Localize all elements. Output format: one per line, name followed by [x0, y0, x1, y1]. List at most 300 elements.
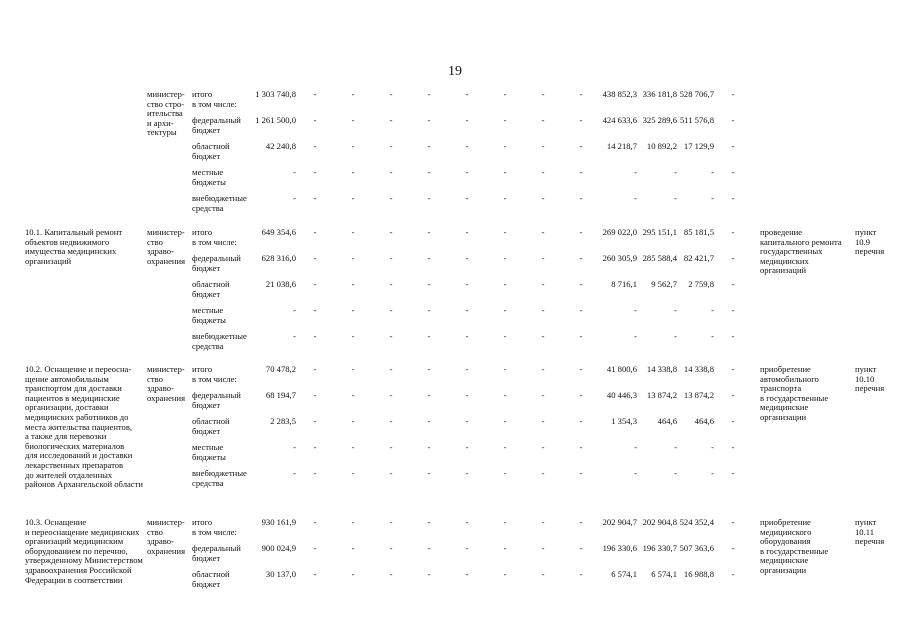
- funding-source-line: бюджет: [192, 425, 221, 436]
- empty-cell: -: [541, 279, 545, 289]
- empty-cell: -: [389, 543, 393, 553]
- total-amount: -: [293, 442, 296, 452]
- empty-cell: -: [427, 331, 431, 341]
- amount-year-3: 13 874,2: [683, 390, 714, 400]
- empty-cell: -: [541, 543, 545, 553]
- amount-year-1: 8 716,1: [611, 279, 637, 289]
- amount-year-3: 524 352,4: [679, 517, 714, 527]
- empty-cell: -: [731, 517, 735, 527]
- funding-source-line: областной: [192, 279, 230, 289]
- empty-cell: -: [465, 569, 469, 579]
- empty-cell: -: [427, 543, 431, 553]
- total-amount: 2 283,5: [270, 416, 296, 426]
- executor-line: министер-: [147, 517, 185, 527]
- empty-cell: -: [351, 305, 355, 315]
- empty-cell: -: [579, 416, 583, 426]
- amount-year-2: -: [674, 167, 677, 177]
- result-line: в государственные: [760, 392, 829, 403]
- funding-source-line: внебюджетные: [192, 468, 247, 478]
- amount-year-2: 464,6: [657, 416, 677, 426]
- empty-cell: -: [427, 364, 431, 374]
- funding-source-line: бюджет: [192, 552, 221, 563]
- measure-name-line: до жителей отдаленных: [25, 469, 113, 480]
- empty-cell: -: [503, 416, 507, 426]
- empty-cell: -: [731, 364, 735, 374]
- empty-cell: -: [351, 517, 355, 527]
- total-amount: 649 354,6: [261, 227, 296, 237]
- result-line: оборудования: [760, 536, 811, 547]
- measure-name-line: 10.3. Оснащение: [25, 517, 87, 527]
- empty-cell: -: [541, 253, 545, 263]
- empty-cell: -: [579, 543, 583, 553]
- executor-line: здраво-: [147, 383, 174, 394]
- empty-cell: -: [503, 305, 507, 315]
- empty-cell: -: [465, 89, 469, 99]
- empty-cell: -: [541, 517, 545, 527]
- empty-cell: -: [731, 279, 735, 289]
- empty-cell: -: [427, 253, 431, 263]
- empty-cell: -: [465, 468, 469, 478]
- empty-cell: -: [351, 331, 355, 341]
- measure-name-line: а также для перевозки: [25, 431, 107, 442]
- empty-cell: -: [465, 416, 469, 426]
- amount-year-2: 196 330,7: [642, 543, 677, 553]
- executor-line: здраво-: [147, 536, 174, 547]
- empty-cell: -: [389, 364, 393, 374]
- empty-cell: -: [313, 468, 317, 478]
- measure-name-line: районов Архангельской области: [25, 479, 143, 490]
- empty-cell: -: [579, 468, 583, 478]
- funding-source-line: бюджет: [192, 288, 221, 299]
- empty-cell: -: [389, 305, 393, 315]
- measure-name-line: оборудованием по перечню,: [25, 545, 128, 556]
- item-line: перечня: [855, 383, 885, 394]
- amount-year-2: 325 289,6: [642, 115, 677, 125]
- empty-cell: -: [541, 89, 545, 99]
- total-amount: 900 024,9: [261, 543, 296, 553]
- empty-cell: -: [731, 115, 735, 125]
- measure-name-line: щение автомобильным: [25, 373, 109, 384]
- funding-source-line: бюджеты: [192, 314, 226, 325]
- empty-cell: -: [579, 364, 583, 374]
- empty-cell: -: [541, 167, 545, 177]
- funding-source-line: областной: [192, 141, 230, 151]
- empty-cell: -: [541, 305, 545, 315]
- result-line: организации: [760, 565, 807, 575]
- empty-cell: -: [503, 390, 507, 400]
- funding-source-line: бюджет: [192, 578, 221, 589]
- amount-year-2: 336 181,8: [642, 89, 677, 99]
- empty-cell: -: [313, 442, 317, 452]
- measure-name-line: имущества медицинских: [25, 246, 117, 257]
- empty-cell: -: [389, 253, 393, 263]
- empty-cell: -: [351, 442, 355, 452]
- measure-name-line: 10.1. Капитальный ремонт: [25, 227, 123, 237]
- empty-cell: -: [389, 227, 393, 237]
- empty-cell: -: [427, 305, 431, 315]
- empty-cell: -: [465, 364, 469, 374]
- funding-source-line: в том числе:: [192, 236, 237, 247]
- funding-source-line: средства: [192, 202, 224, 213]
- empty-cell: -: [351, 569, 355, 579]
- empty-cell: -: [351, 227, 355, 237]
- funding-source-line: средства: [192, 477, 224, 488]
- amount-year-3: 511 576,8: [679, 115, 714, 125]
- amount-year-3: 464,6: [694, 416, 714, 426]
- empty-cell: -: [579, 569, 583, 579]
- empty-cell: -: [731, 305, 735, 315]
- item-line: пункт: [855, 227, 877, 237]
- funding-source-line: федеральный: [192, 390, 241, 400]
- result-line: организаций: [760, 265, 807, 276]
- executor-line: ство: [147, 236, 163, 247]
- measure-name-line: для исследований и доставки: [25, 450, 133, 461]
- result-line: организации: [760, 412, 807, 422]
- empty-cell: -: [313, 253, 317, 263]
- executor-line: охранения: [147, 392, 186, 403]
- funding-source-line: федеральный: [192, 253, 241, 263]
- amount-year-2: 9 562,7: [651, 279, 677, 289]
- amount-year-1: 41 800,6: [606, 364, 637, 374]
- amount-year-2: 202 904,8: [642, 517, 677, 527]
- empty-cell: -: [313, 364, 317, 374]
- executor-line: здраво-: [147, 246, 174, 257]
- result-line: в государственные: [760, 545, 829, 556]
- measure-name-line: 10.2. Оснащение и переосна-: [25, 364, 132, 374]
- measure-name-line: организаций: [25, 255, 72, 266]
- empty-cell: -: [503, 115, 507, 125]
- amount-year-2: 295 151,1: [642, 227, 677, 237]
- empty-cell: -: [541, 193, 545, 203]
- empty-cell: -: [465, 167, 469, 177]
- item-line: перечня: [855, 246, 885, 257]
- empty-cell: -: [427, 442, 431, 452]
- measure-name-line: места жительства пациентов,: [25, 421, 133, 432]
- empty-cell: -: [503, 331, 507, 341]
- result-line: капитального ремонта: [760, 236, 842, 247]
- empty-cell: -: [579, 141, 583, 151]
- measure-name-line: организаций медицинским: [25, 536, 124, 547]
- amount-year-2: 10 892,2: [646, 141, 677, 151]
- empty-cell: -: [465, 115, 469, 125]
- empty-cell: -: [389, 331, 393, 341]
- empty-cell: -: [731, 253, 735, 263]
- empty-cell: -: [579, 193, 583, 203]
- empty-cell: -: [465, 253, 469, 263]
- empty-cell: -: [731, 442, 735, 452]
- funding-source-line: бюджеты: [192, 451, 226, 462]
- measure-name-line: транспортом для доставки: [25, 383, 122, 394]
- empty-cell: -: [313, 390, 317, 400]
- amount-year-3: 14 338,8: [683, 364, 714, 374]
- item-line: пункт: [855, 364, 877, 374]
- empty-cell: -: [351, 167, 355, 177]
- funding-source-line: в том числе:: [192, 526, 237, 537]
- measure-name-line: здравоохранения Российской: [25, 565, 132, 575]
- empty-cell: -: [503, 167, 507, 177]
- executor-line: тектуры: [147, 127, 177, 138]
- amount-year-1: -: [634, 193, 637, 203]
- funding-source-line: итого: [192, 517, 213, 527]
- result-line: медицинского: [760, 526, 812, 537]
- executor-line: ство: [147, 373, 163, 384]
- empty-cell: -: [427, 167, 431, 177]
- empty-cell: -: [579, 167, 583, 177]
- empty-cell: -: [427, 569, 431, 579]
- total-amount: 1 303 740,8: [255, 89, 296, 99]
- empty-cell: -: [313, 279, 317, 289]
- empty-cell: -: [731, 468, 735, 478]
- total-amount: -: [293, 331, 296, 341]
- amount-year-1: 14 218,7: [606, 141, 637, 151]
- amount-year-2: 13 874,2: [646, 390, 677, 400]
- empty-cell: -: [351, 89, 355, 99]
- empty-cell: -: [351, 279, 355, 289]
- empty-cell: -: [313, 227, 317, 237]
- amount-year-1: 40 446,3: [606, 390, 637, 400]
- amount-year-2: 285 588,4: [642, 253, 677, 263]
- measure-name-line: и переоснащение медицинских: [25, 526, 140, 537]
- measure-name-line: биологических материалов: [25, 440, 125, 451]
- empty-cell: -: [313, 193, 317, 203]
- empty-cell: -: [731, 569, 735, 579]
- amount-year-3: 17 129,9: [683, 141, 714, 151]
- amount-year-1: -: [634, 442, 637, 452]
- total-amount: 42 240,8: [265, 141, 296, 151]
- executor-line: охранения: [147, 255, 186, 266]
- total-amount: -: [293, 468, 296, 478]
- item-line: 10.11: [855, 526, 875, 537]
- empty-cell: -: [351, 253, 355, 263]
- amount-year-1: 269 022,0: [602, 227, 637, 237]
- empty-cell: -: [579, 89, 583, 99]
- funding-source-line: бюджет: [192, 150, 221, 161]
- funding-source-line: федеральный: [192, 543, 241, 553]
- empty-cell: -: [503, 89, 507, 99]
- empty-cell: -: [503, 253, 507, 263]
- funding-source-line: федеральный: [192, 115, 241, 125]
- page-number: 19: [448, 64, 462, 79]
- empty-cell: -: [541, 364, 545, 374]
- funding-source-line: областной: [192, 569, 230, 579]
- empty-cell: -: [541, 468, 545, 478]
- total-amount: 1 261 500,0: [255, 115, 296, 125]
- amount-year-3: 82 421,7: [683, 253, 714, 263]
- empty-cell: -: [503, 569, 507, 579]
- empty-cell: -: [465, 543, 469, 553]
- funding-source-line: местные: [192, 442, 224, 452]
- empty-cell: -: [731, 543, 735, 553]
- result-line: приобретение: [760, 517, 811, 527]
- amount-year-3: 507 363,6: [679, 543, 714, 553]
- amount-year-2: -: [674, 193, 677, 203]
- total-amount: 30 137,0: [265, 569, 296, 579]
- empty-cell: -: [313, 115, 317, 125]
- empty-cell: -: [541, 331, 545, 341]
- total-amount: 21 038,6: [265, 279, 296, 289]
- total-amount: 70 478,2: [265, 364, 296, 374]
- empty-cell: -: [579, 279, 583, 289]
- amount-year-1: 6 574,1: [611, 569, 637, 579]
- empty-cell: -: [731, 193, 735, 203]
- empty-cell: -: [389, 569, 393, 579]
- empty-cell: -: [351, 193, 355, 203]
- empty-cell: -: [731, 89, 735, 99]
- amount-year-3: 16 988,8: [683, 569, 714, 579]
- funding-source-line: средства: [192, 340, 224, 351]
- empty-cell: -: [579, 227, 583, 237]
- empty-cell: -: [465, 141, 469, 151]
- executor-line: министер-: [147, 89, 185, 99]
- amount-year-2: 6 574,1: [651, 569, 677, 579]
- amount-year-3: -: [711, 468, 714, 478]
- empty-cell: -: [503, 227, 507, 237]
- funding-source-line: итого: [192, 227, 213, 237]
- amount-year-1: -: [634, 167, 637, 177]
- empty-cell: -: [313, 543, 317, 553]
- amount-year-3: -: [711, 167, 714, 177]
- executor-line: ство: [147, 526, 163, 537]
- measure-name-line: пациентов в медицинские: [25, 392, 120, 403]
- empty-cell: -: [389, 517, 393, 527]
- empty-cell: -: [351, 390, 355, 400]
- amount-year-1: -: [634, 468, 637, 478]
- funding-source-line: местные: [192, 167, 224, 177]
- item-line: 10.9: [855, 236, 871, 247]
- empty-cell: -: [351, 416, 355, 426]
- funding-source-line: в том числе:: [192, 98, 237, 109]
- empty-cell: -: [389, 193, 393, 203]
- empty-cell: -: [427, 390, 431, 400]
- empty-cell: -: [503, 442, 507, 452]
- empty-cell: -: [313, 305, 317, 315]
- empty-cell: -: [579, 115, 583, 125]
- amount-year-2: -: [674, 468, 677, 478]
- empty-cell: -: [389, 390, 393, 400]
- amount-year-3: 2 759,8: [688, 279, 714, 289]
- item-line: 10.10: [855, 373, 875, 384]
- empty-cell: -: [427, 115, 431, 125]
- empty-cell: -: [579, 390, 583, 400]
- empty-cell: -: [427, 89, 431, 99]
- amount-year-3: -: [711, 331, 714, 341]
- empty-cell: -: [313, 167, 317, 177]
- item-line: перечня: [855, 536, 885, 547]
- amount-year-3: -: [711, 442, 714, 452]
- amount-year-3: -: [711, 193, 714, 203]
- amount-year-1: 260 305,9: [602, 253, 637, 263]
- result-line: проведение: [760, 227, 803, 237]
- empty-cell: -: [351, 468, 355, 478]
- empty-cell: -: [465, 193, 469, 203]
- funding-source-line: бюджеты: [192, 176, 226, 187]
- total-amount: -: [293, 305, 296, 315]
- empty-cell: -: [389, 115, 393, 125]
- executor-line: министер-: [147, 227, 185, 237]
- result-line: приобретение: [760, 364, 811, 374]
- result-line: медицинские: [760, 555, 809, 566]
- empty-cell: -: [503, 543, 507, 553]
- amount-year-2: -: [674, 331, 677, 341]
- empty-cell: -: [731, 390, 735, 400]
- empty-cell: -: [389, 416, 393, 426]
- empty-cell: -: [351, 543, 355, 553]
- empty-cell: -: [351, 141, 355, 151]
- amount-year-1: -: [634, 305, 637, 315]
- empty-cell: -: [389, 442, 393, 452]
- amount-year-3: 528 706,7: [679, 89, 714, 99]
- executor-line: ство стро-: [147, 98, 185, 109]
- empty-cell: -: [389, 468, 393, 478]
- empty-cell: -: [541, 141, 545, 151]
- funding-source-line: бюджет: [192, 399, 221, 410]
- amount-year-1: 202 904,7: [602, 517, 637, 527]
- empty-cell: -: [503, 193, 507, 203]
- funding-source-line: областной: [192, 416, 230, 426]
- funding-source-line: в том числе:: [192, 373, 237, 384]
- empty-cell: -: [313, 416, 317, 426]
- amount-year-1: 1 354,3: [611, 416, 637, 426]
- executor-line: министер-: [147, 364, 185, 374]
- empty-cell: -: [465, 331, 469, 341]
- empty-cell: -: [731, 331, 735, 341]
- empty-cell: -: [427, 227, 431, 237]
- empty-cell: -: [389, 279, 393, 289]
- empty-cell: -: [731, 227, 735, 237]
- total-amount: 930 161,9: [261, 517, 296, 527]
- empty-cell: -: [427, 141, 431, 151]
- empty-cell: -: [503, 364, 507, 374]
- total-amount: 628 316,0: [261, 253, 296, 263]
- amount-year-1: -: [634, 331, 637, 341]
- empty-cell: -: [389, 141, 393, 151]
- empty-cell: -: [427, 416, 431, 426]
- empty-cell: -: [465, 279, 469, 289]
- empty-cell: -: [313, 89, 317, 99]
- result-line: автомобильного: [760, 373, 819, 384]
- empty-cell: -: [465, 517, 469, 527]
- empty-cell: -: [465, 305, 469, 315]
- funding-source-line: итого: [192, 364, 213, 374]
- total-amount: -: [293, 167, 296, 177]
- executor-line: и архи-: [147, 117, 174, 128]
- empty-cell: -: [731, 141, 735, 151]
- measure-name-line: Федерации в соответствии: [25, 574, 123, 585]
- funding-source-line: бюджет: [192, 124, 221, 135]
- empty-cell: -: [465, 390, 469, 400]
- amount-year-1: 424 633,6: [602, 115, 637, 125]
- empty-cell: -: [427, 193, 431, 203]
- empty-cell: -: [313, 517, 317, 527]
- measure-name-line: организации, доставки: [25, 402, 109, 413]
- empty-cell: -: [427, 279, 431, 289]
- result-line: транспорта: [760, 383, 802, 394]
- result-line: государственных: [760, 246, 823, 257]
- result-line: медицинские: [760, 402, 809, 413]
- funding-source-line: бюджет: [192, 262, 221, 273]
- funding-source-line: внебюджетные: [192, 193, 247, 203]
- empty-cell: -: [351, 115, 355, 125]
- amount-year-3: 85 181,5: [683, 227, 714, 237]
- measure-name-line: объектов недвижимого: [25, 236, 110, 247]
- measure-name-line: утвержденному Министерством: [25, 555, 143, 566]
- empty-cell: -: [731, 167, 735, 177]
- total-amount: 68 194,7: [265, 390, 296, 400]
- empty-cell: -: [579, 442, 583, 452]
- empty-cell: -: [351, 364, 355, 374]
- empty-cell: -: [389, 89, 393, 99]
- empty-cell: -: [427, 517, 431, 527]
